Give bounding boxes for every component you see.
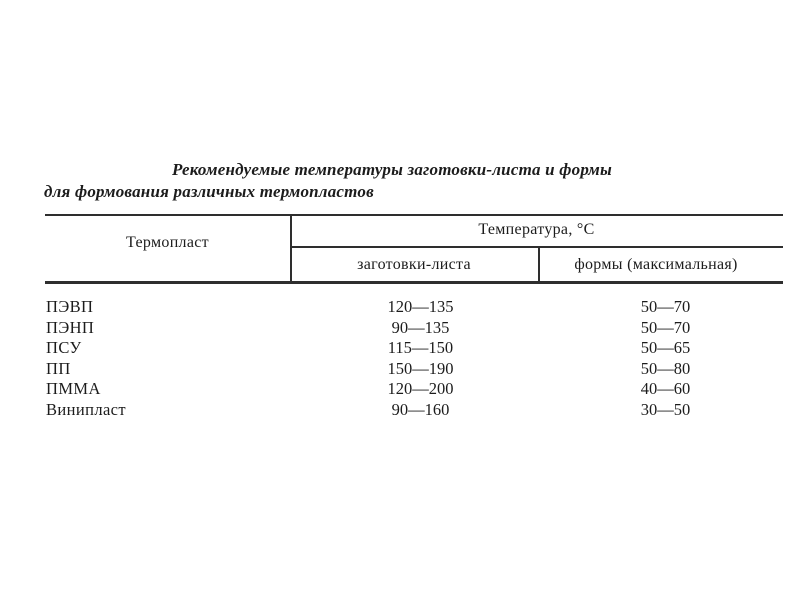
mold-temperature: 50—65 xyxy=(640,338,691,358)
thermoplast-name: ПСУ xyxy=(46,338,82,358)
mold-temperature: 50—80 xyxy=(640,358,691,378)
table-row xyxy=(45,400,783,421)
sheet-temperature: 115—150 xyxy=(387,338,454,358)
header-thermoplast: Термопласт xyxy=(126,234,209,251)
header-bottom-rule xyxy=(45,281,783,284)
thermoplast-name: Винипласт xyxy=(46,399,127,419)
table-caption-line2: для формования различных термопластов xyxy=(44,182,374,201)
sheet-temperature: 120—135 xyxy=(387,297,454,316)
table-body xyxy=(45,297,783,421)
sheet-temperature: 90—160 xyxy=(391,399,450,419)
table-row xyxy=(45,338,783,359)
table-row xyxy=(45,359,783,380)
table-row xyxy=(45,297,783,318)
mold-temperature: 50—70 xyxy=(640,317,691,337)
temperature-subheader-rule xyxy=(290,246,783,248)
header-sheet-blank: заготовки-листа xyxy=(357,256,471,273)
mold-temperature: 40—60 xyxy=(640,379,691,399)
thermoplast-name: ПЭНП xyxy=(46,317,95,337)
table-row xyxy=(45,318,783,339)
table-row xyxy=(45,379,783,400)
header-mold-max: формы (максимальная) xyxy=(574,256,738,273)
table-caption-line1: Рекомендуемые температуры заготовки-листа и формы xyxy=(172,160,613,179)
sheet-temperature: 120—200 xyxy=(387,379,454,399)
thermoplast-name: ПММА xyxy=(46,379,101,399)
sheet-temperature: 90—135 xyxy=(391,317,450,337)
thermoplast-name: ПП xyxy=(46,358,71,378)
header-temperature-group: Температура, °С xyxy=(478,221,595,238)
thermoplast-name: ПЭВП xyxy=(46,297,94,316)
mold-temperature: 30—50 xyxy=(640,399,691,419)
table-top-rule xyxy=(45,214,783,216)
sheet-temperature: 150—190 xyxy=(387,358,454,378)
mold-temperature: 50—70 xyxy=(640,297,691,316)
